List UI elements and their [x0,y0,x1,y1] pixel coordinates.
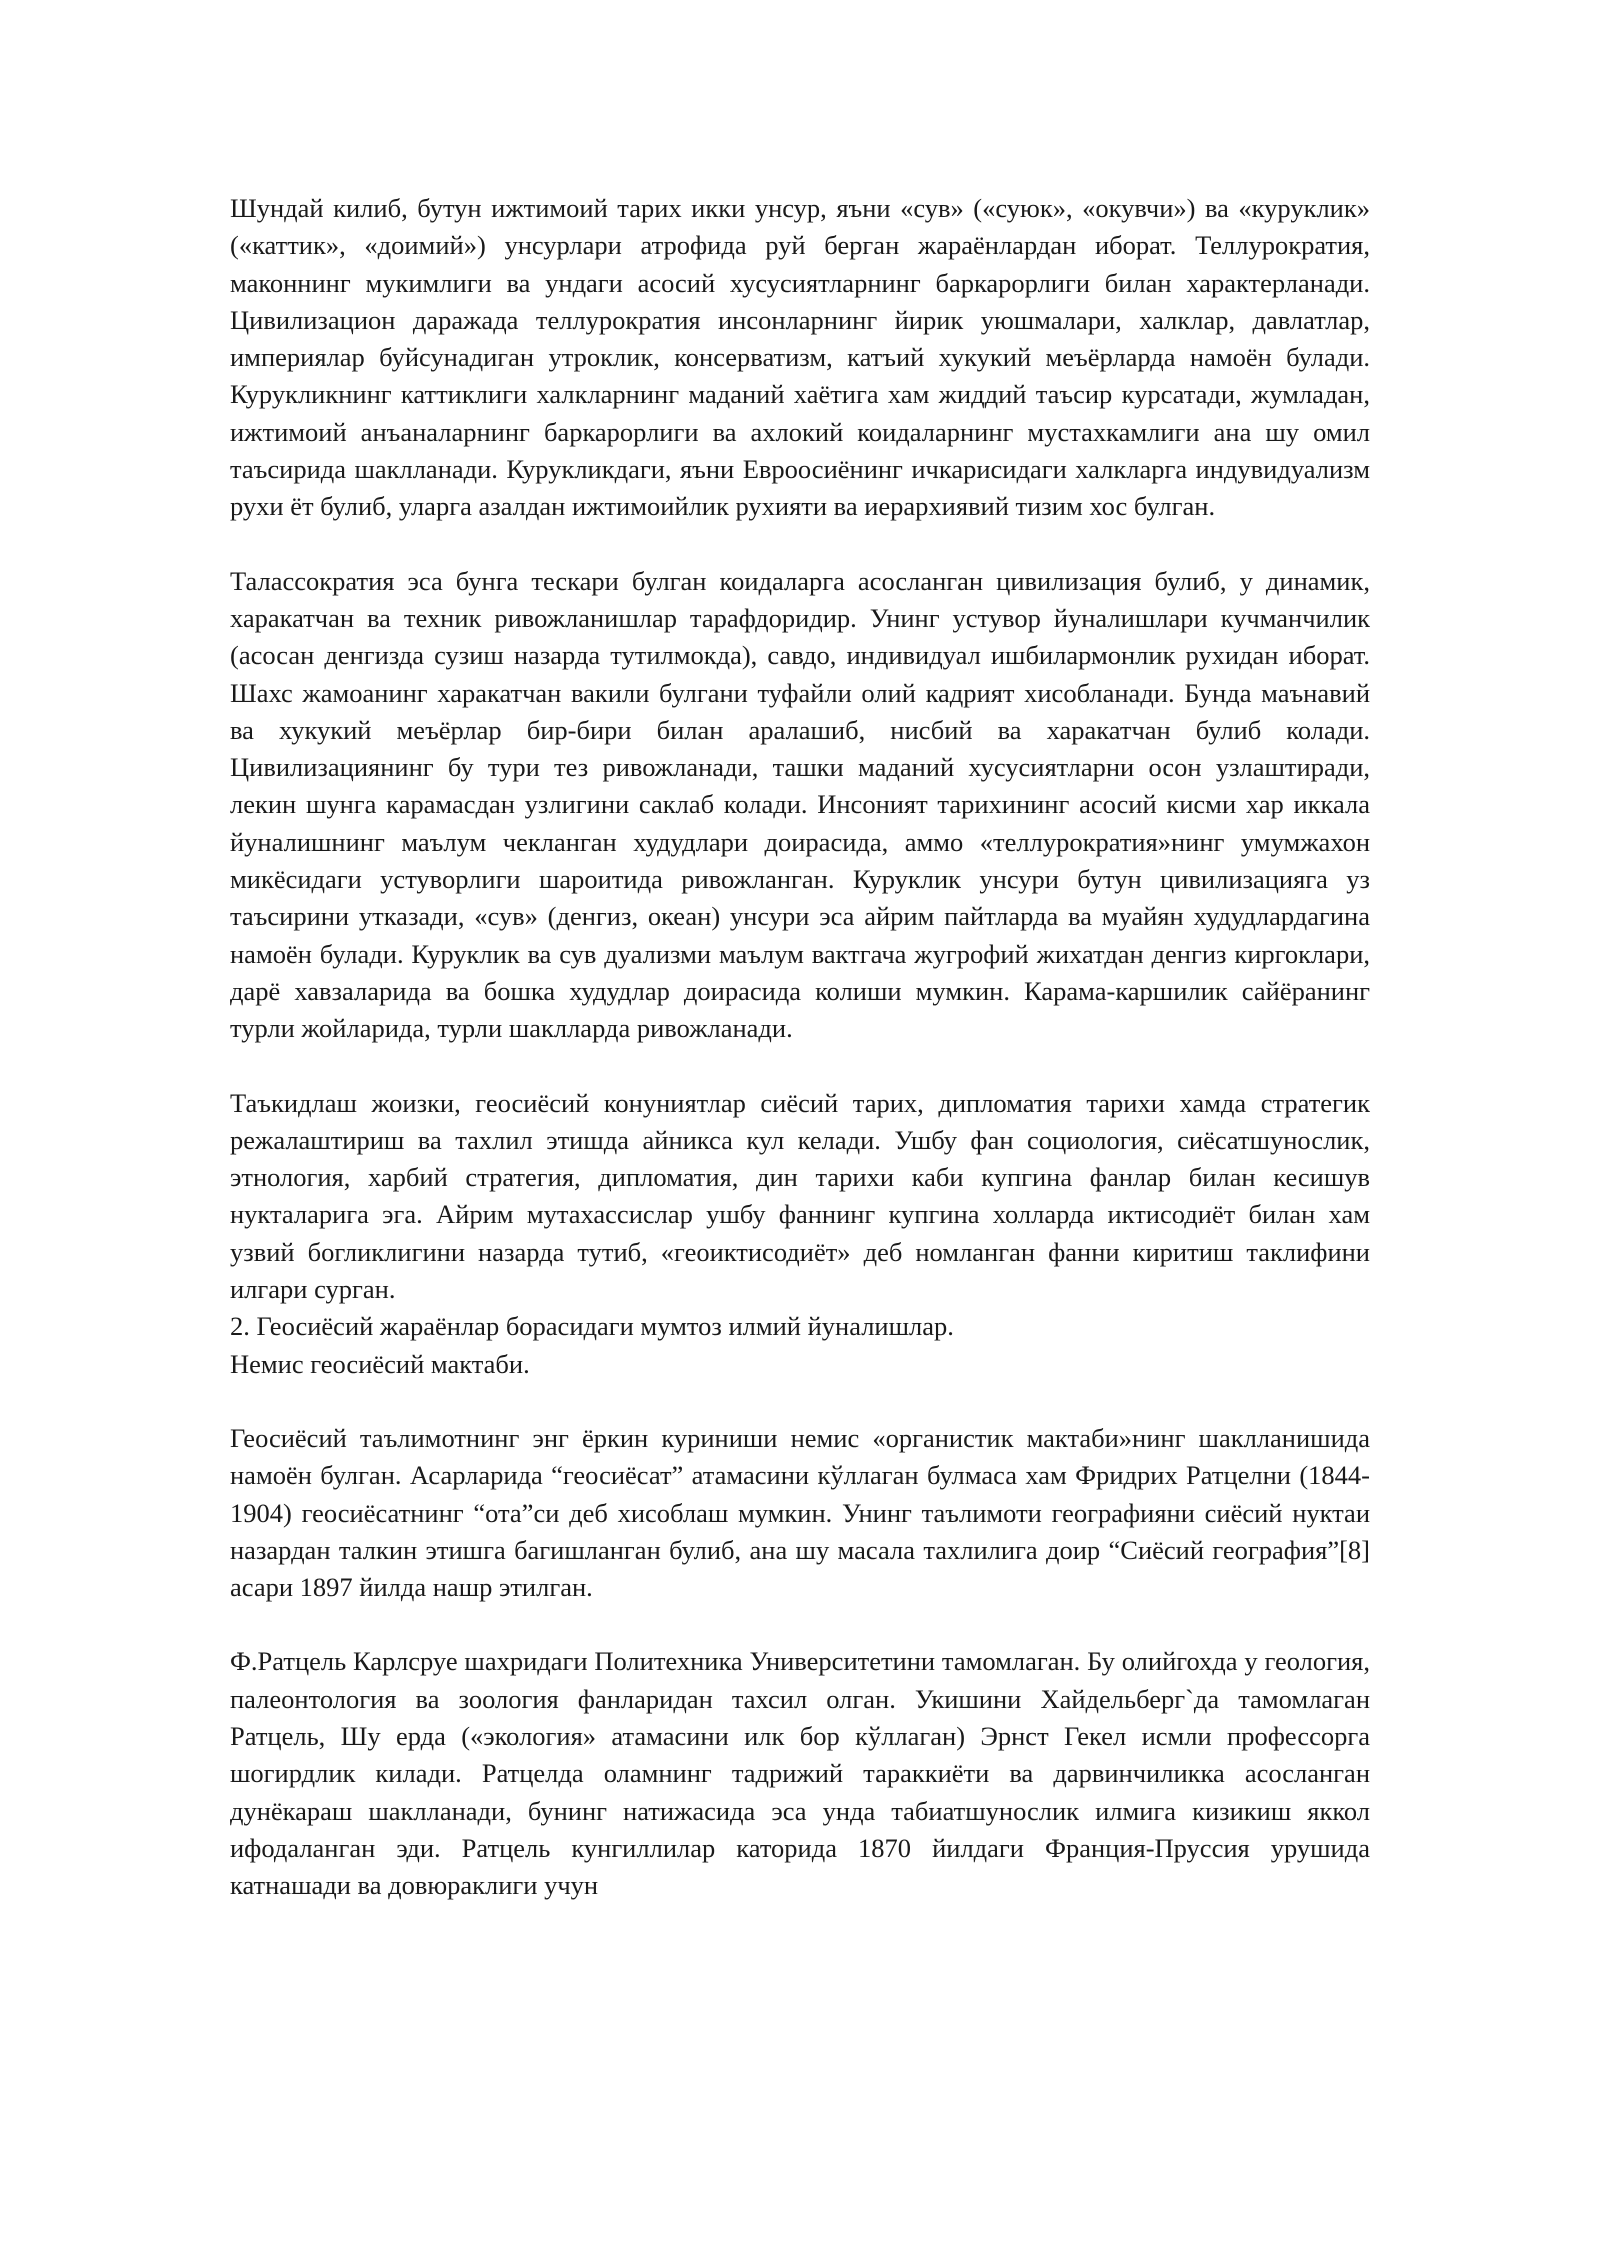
subsection-heading: Немис геосиёсий мактаби. [230,1348,530,1379]
document-body [230,190,1370,1904]
paragraph-geopolitical-laws: Таъкидлаш жоизки, геосиёсий конуниятлар сиёсий тарих, дипломатия тарихи хамда стратегик режалаштириш ва тахлил этишда айникса кул келади. Ушбу фан социология, сиёсатшунослик, этнология, харбий стратегия, дипломатия, дин тарихи каби купгина фанлар билан кесишув нукталарига эга. Айрим мутахассислар ушбу фаннинг купгина холларда иктисодиёт билан хам узвий богликлигини назарда тутиб, «геоиктисодиёт» деб номланган фанни киритиш таклифини илгари сурган. [230,1087,1370,1305]
paragraph-ratzel-biography: Ф.Ратцель Карлсруе шахридаги Политехника Университетини тамомлаган. Бу олийгохда у геология, палеонтология ва зоология фанларидан тахсил олган. Укишини Хайдельберг`да тамомлаган Ратцель, Шу ерда («экология» атамасини илк бор кўллаган) Эрнст Гекел исмли профессорга шогирдлик килади. Ратцелда оламнинг тадрижий тараккиёти ва дарвинчиликка асосланган дунёкараш шаклланади, бунинг натижасида эса унда табиатшунослик илмига кизикиш яккол ифодаланган эди. Ратцель кунгиллилар каторида 1870 йилдаги Франция-Пруссия урушида катнашади ва довюраклиги учун [230,1646,1370,1901]
paragraph-land-and-sea: Шундай килиб, бутун ижтимоий тарих икки унсур, яъни «сув» («суюк», «окувчи») ва «куруклик» («каттик», «доимий») унсурлари атрофида руй берган жараёнлардан иборат. Теллурократия, маконнинг мукимлиги ва ундаги асосий хусусиятларнинг баркарорлиги билан характерланади. Цивилизацион даражада теллурократия инсонларнинг йирик уюшмалари, халклар, давлатлар, империялар буйсунадиган утроклик, консерватизм, катъий хукукий меъёрларда намоён булади. Курукликнинг каттиклиги халкларнинг маданий хаётига хам жиддий таъсир курсатади, жумладан, ижтимоий анъаналарнинг баркарорлиги ва ахлокий коидаларнинг мустахкамлиги ана шу омил таъсирида шаклланади. Курукликдаги, яъни Евроосиёнинг ичкарисидаги халкларга индувидуализм рухи ёт булиб, уларга азалдан ижтимоийлик рухияти ва иерархиявий тизим хос булган. [230,193,1370,522]
paragraph-german-school: Геосиёсий таълимотнинг энг ёркин куриниши немис «органистик мактаби»нинг шаклланишида намоён булган. Асарларида “геосиёсат” атамасини кўллаган булмаса хам Фридрих Ратцелни (1844-1904) геосиёсатнинг “ота”си деб хисоблаш мумкин. Унинг таълимоти географияни сиёсий нуктаи назардан талкин этишга багишланган булиб, ана шу масала тахлилига доир “Сиёсий география”[8] асари 1897 йилда нашр этилган. [230,1422,1370,1603]
paragraph-thalassocracy: Талассократия эса бунга тескари булган коидаларга асосланган цивилизация булиб, у динамик, харакатчан ва техник ривожланишлар тарафдоридир. Унинг устувор йуналишлари кучманчилик (асосан денгизда сузиш назарда тутилмокда), савдо, индивидуал ишбилармонлик рухидан иборат. Шахс жамоанинг харакатчан вакили булгани туфайли олий кадрият хисобланади. Бунда маънавий ва хукукий меъёрлар бир-бири билан аралашиб, нисбий ва харакатчан булиб колади. Цивилизациянинг бу тури тез ривожланади, ташки маданий хусусиятларни осон узлаштиради, лекин шунга карамасдан узлигини саклаб колади. Инсоният тарихининг асосий кисми хар иккала йуналишнинг маълум чекланган худудлари доирасида, аммо «теллурократия»нинг умумжахон микёсидаги устуворлиги шароитида ривожланган. Куруклик унсури бутун цивилизацияга уз таъсирини утказади, «сув» (денгиз, океан) унсури эса айрим пайтларда ва муайян худудлардагина намоён булади. Куруклик ва сув дуализми маълум вактгача жугрофий жихатдан денгиз киргоклари, дарё хавзаларида ва бошка худудлар доирасида колиши мумкин. Карама-каршилик сайёранинг турли жойларида, турли шаклларда ривожланади. [230,565,1370,1044]
section-heading: 2. Геосиёсий жараёнлар борасидаги мумтоз илмий йуналишлар. [230,1311,954,1342]
